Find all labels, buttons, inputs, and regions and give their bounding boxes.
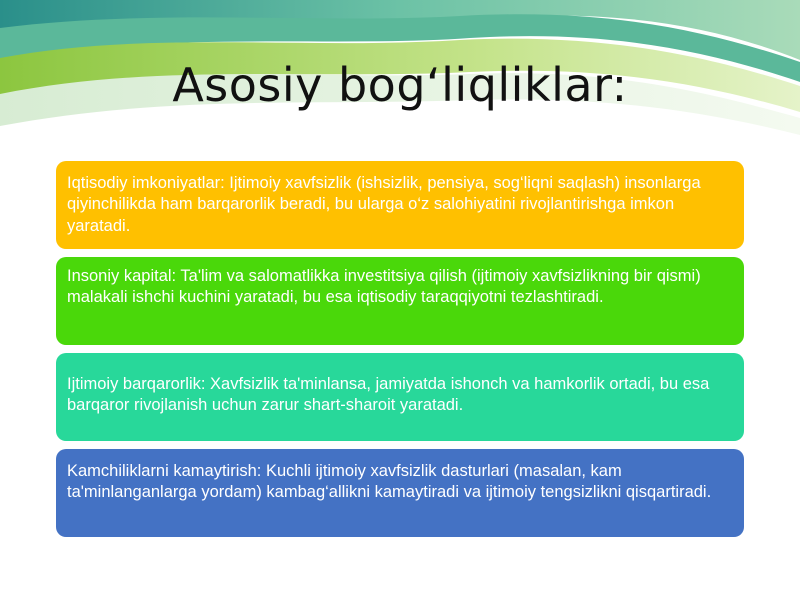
card-reducing-shortcomings: [56, 449, 744, 537]
card-human-capital: [56, 257, 744, 345]
card-text: Insoniy kapital: Ta'lim va salomatlikka investitsiya qilish (ijtimoiy xavfsizlikning bir qismi) malakali ishchi kuchini yaratadi, bu esa iqtisodiy taraqqiyotni tezlashtiradi.: [67, 267, 701, 307]
card-social-stability: [56, 353, 744, 441]
slide-title: Asosiy bog‘liqliklar:: [172, 58, 628, 112]
card-text: Ijtimoiy barqarorlik: Xavfsizlik ta'minlansa, jamiyatda ishonch va hamkorlik ortadi, bu esa barqaror rivojlanish uchun zarur shart-sharoit yaratadi.: [67, 375, 710, 415]
card-economic-opportunities: [56, 161, 744, 249]
card-text: Kamchiliklarni kamaytirish: Kuchli ijtimoiy xavfsizlik dasturlari (masalan, kam ta'minlanganlarga yordam) kambag‘allikni kamaytiradi va ijtimoiy tengsizlikni qisqartiradi.: [67, 462, 712, 502]
card-text: Iqtisodiy imkoniyatlar: Ijtimoiy xavfsizlik (ishsizlik, pensiya, sog‘liqni saqlash) insonlarga qiyinchilikda ham barqarorlik beradi, bu ularga o‘z salohiyatini rivojlantirishga imkon yaratadi.: [67, 174, 701, 235]
